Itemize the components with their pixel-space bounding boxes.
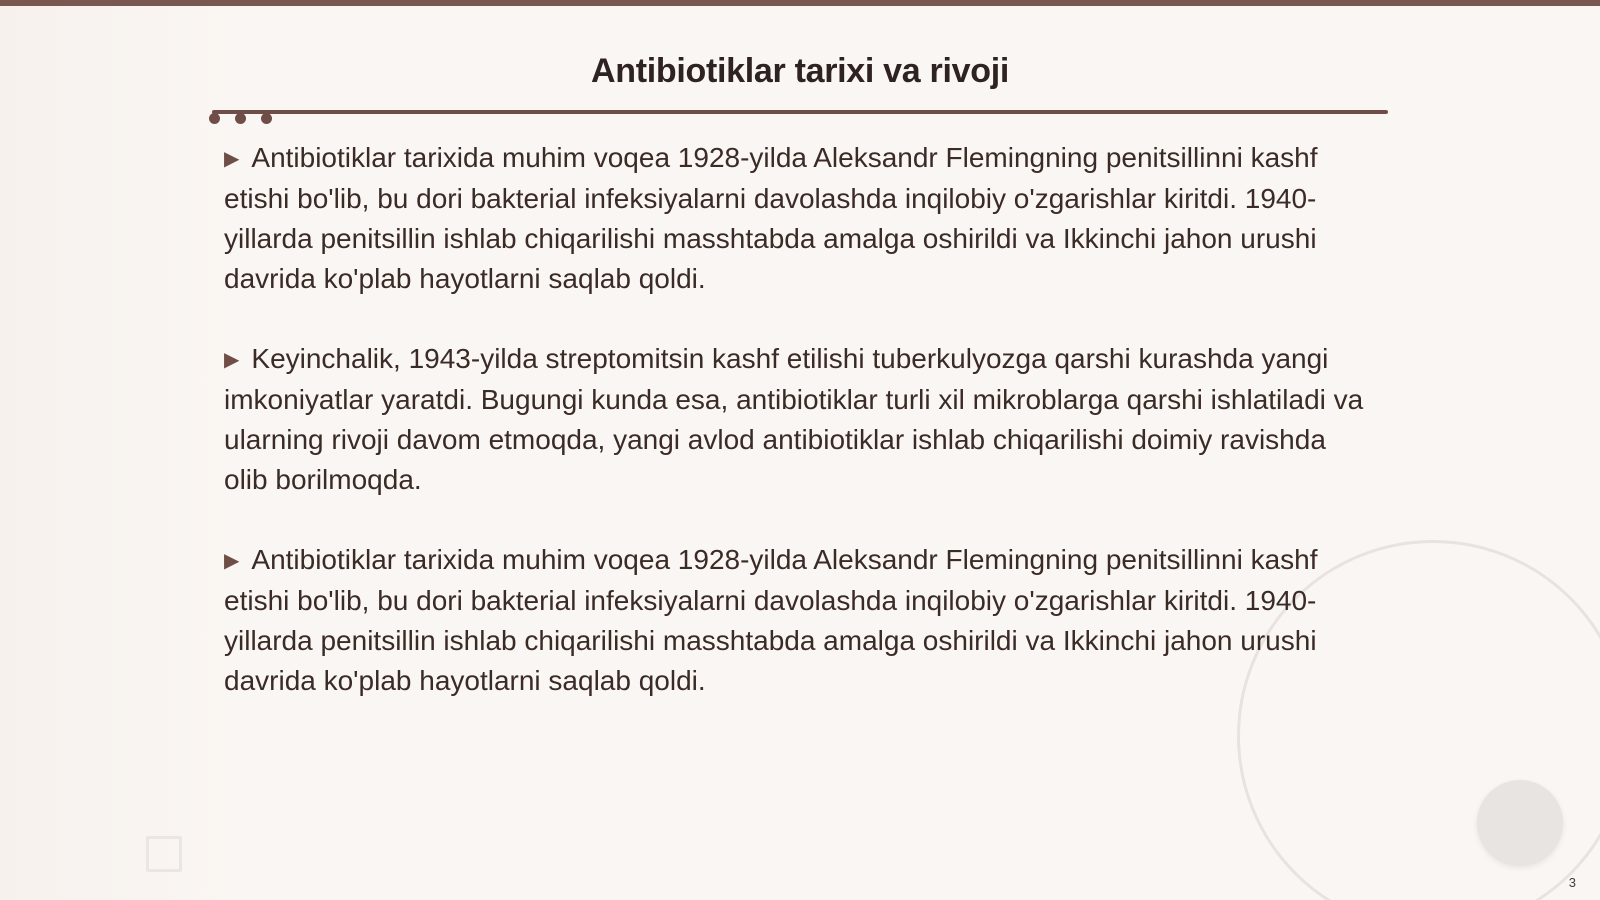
bullet-arrow-icon: ▶	[224, 550, 240, 572]
slide-content	[224, 138, 1364, 741]
bullet-arrow-icon: ▶	[224, 349, 240, 371]
paragraph-text: Antibiotiklar tarixida muhim voqea 1928-yilda Aleksandr Flemingning penitsillinni kashf etishi bo'lib, bu dori bakterial infeksiyalarni davolashda inqilobiy o'zgarishlar kiritdi. 1940-yillarda penitsillin ishlab chiqarilishi masshtabda amalga oshirildi va Ikkinchi jahon urushi davrida ko'plab hayotlarni saqlab qoldi.	[224, 544, 1318, 696]
bullet-arrow-icon: ▶	[224, 148, 240, 170]
paragraph-text: Keyinchalik, 1943-yilda streptomitsin kashf etilishi tuberkulyozga qarshi kurashda yangi imkoniyatlar yaratdi. Bugungi kunda esa, antibiotiklar turli xil mikroblarga qarshi ishlatiladi va ularning rivoji davom etmoqda, yangi avlod antibiotiklar ishlab chiqarilishi doimiy ravishda olib borilmoqda.	[224, 343, 1364, 495]
top-accent-bar	[0, 0, 1600, 6]
paragraph-text: Antibiotiklar tarixida muhim voqea 1928-yilda Aleksandr Flemingning penitsillinni kashf etishi bo'lib, bu dori bakterial infeksiyalarni davolashda inqilobiy o'zgarishlar kiritdi. 1940-yillarda penitsillin ishlab chiqarilishi masshtabda amalga oshirildi va Ikkinchi jahon urushi davrida ko'plab hayotlarni saqlab qoldi.	[224, 142, 1318, 294]
title-underline	[212, 110, 1388, 114]
bullet-paragraph-2	[224, 339, 1364, 500]
left-background-shade	[0, 6, 240, 900]
decorative-circle-filled	[1477, 780, 1563, 866]
decorative-square	[146, 836, 182, 872]
page-number: 3	[1568, 875, 1576, 890]
title-dot-2	[235, 113, 246, 124]
bullet-paragraph-1	[224, 138, 1364, 299]
title-dot-3	[261, 113, 272, 124]
bullet-paragraph-3	[224, 540, 1364, 701]
slide-title: Antibiotiklar tarixi va rivoji	[590, 52, 1009, 90]
title-dot-1	[209, 113, 220, 124]
